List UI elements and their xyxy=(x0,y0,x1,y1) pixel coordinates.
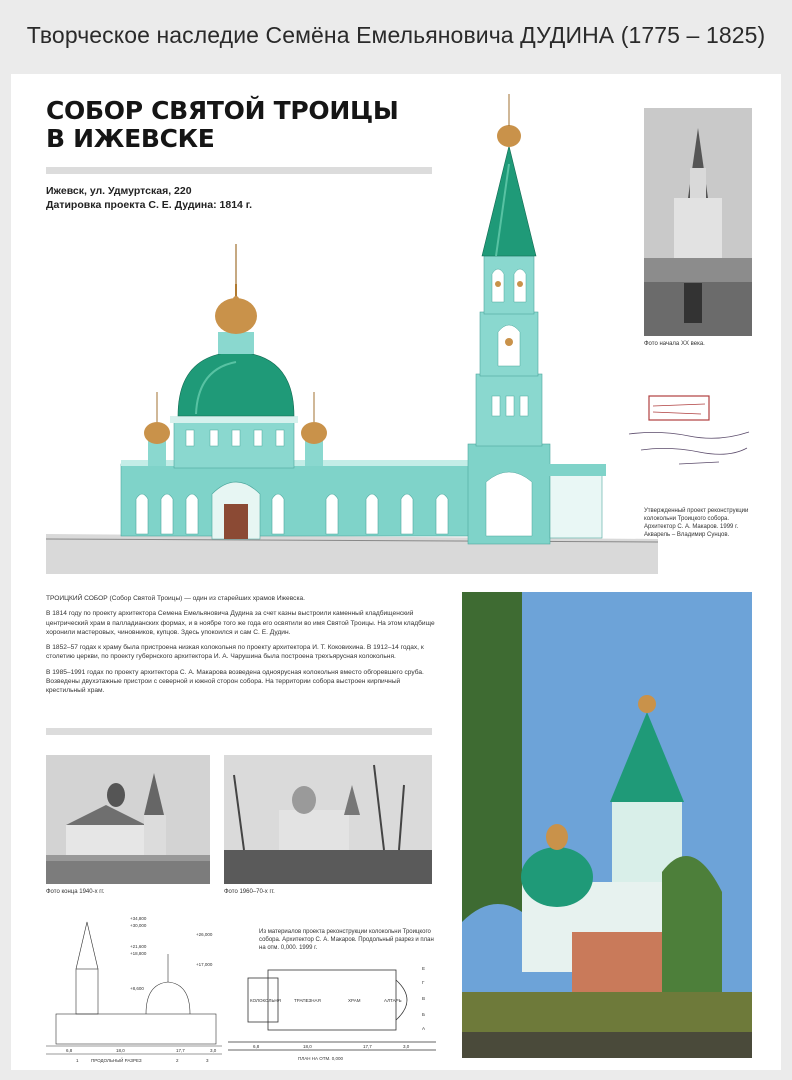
section-elev-3: +26,000 xyxy=(196,932,213,937)
plan-room-refectory: ТРАПЕЗНАЯ xyxy=(294,998,321,1003)
plan-dim-4: 3,0 xyxy=(403,1044,410,1049)
photo-1940s xyxy=(46,755,210,884)
section-dim-2: 18,0 xyxy=(116,1048,125,1053)
plan-label: ПЛАН НА ОТМ. 0,000 xyxy=(298,1056,343,1061)
desc-paragraph: ТРОИЦКИЙ СОБОР (Собор Святой Троицы) — один из старейших храмов Ижевска. xyxy=(46,595,305,602)
description-text xyxy=(46,594,436,702)
photo-1960s xyxy=(224,755,432,884)
cathedral-elevation-drawing xyxy=(46,84,658,574)
plan-axis-g: Г xyxy=(422,980,425,985)
plan-axis-v: В xyxy=(422,996,426,1001)
poster-title-line2: В ИЖЕВСКЕ xyxy=(46,124,215,153)
floor-plan-drawing xyxy=(228,930,436,1064)
plan-room-altar: АЛТАРЬ xyxy=(384,998,402,1003)
plan-axis-e: Е xyxy=(422,966,426,971)
plan-room-temple: ХРАМ xyxy=(348,998,361,1003)
materials-caption: Из материалов проекта реконструкции колокольни Троицкого собора. Архитектор С. А. Макаров. Продольный разрез и план на отм. 0,000. 1999 г. xyxy=(259,929,434,951)
plan-dim-1: 6,8 xyxy=(253,1044,260,1049)
section-elev-7: +8,600 xyxy=(130,986,144,991)
color-photo-cathedral xyxy=(462,592,752,1058)
approval-stamp xyxy=(619,392,759,472)
photo-1960s-caption: Фото 1960–70-х гг. xyxy=(224,889,275,895)
page-title: Творческое наследие Семёна Емельяновича ДУДИНА (1775 – 1825) xyxy=(26,22,766,48)
section-axis-1: 1 xyxy=(76,1058,79,1063)
plan-axis-b: Б xyxy=(422,1012,425,1017)
plan-axis-a: А xyxy=(422,1026,426,1031)
section-elev-6: +17,000 xyxy=(196,962,213,967)
section-elev-5: +18,800 xyxy=(130,951,147,956)
section-elev-2: +30,000 xyxy=(130,923,147,928)
divider xyxy=(46,728,432,735)
longitudinal-section-drawing xyxy=(46,914,222,1064)
approved-project-caption: Утвержденный проект реконструкции колокольни Троицкого собора. Архитектор С. А. Макаров. 1999 г. Акварель – Владимир Сунцов. xyxy=(644,508,749,538)
header-bar xyxy=(0,0,792,74)
section-label: ПРОДОЛЬНЫЙ РАЗРЕЗ xyxy=(91,1058,142,1063)
section-dim-4: 3,0 xyxy=(210,1048,217,1053)
desc-paragraph: В 1852–57 годах к храму была пристроена низкая колокольня по проекту архитектора И. Т. Коковихина. В 1912–14 годах, к столетию церкви, по проекту губернского архитектора И. А. Чарушина была построена трехъярусная колокольня. xyxy=(46,644,424,661)
desc-paragraph: В 1985–1991 годах по проекту архитектора С. А. Макарова возведена одноярусная колокольня вместо обгоревшего сруба. Возведены двухэтажные пристрои с северной и южной сторон собора. На территории собора выстроен кирпичный крестильный храм. xyxy=(46,668,424,695)
plan-dim-3: 17,7 xyxy=(363,1044,372,1049)
section-dim-1: 6,8 xyxy=(66,1048,73,1053)
old-photo xyxy=(644,108,752,336)
plan-room-bell-tower: КОЛОКОЛЬНЯ xyxy=(250,998,281,1003)
photo-1940s-caption: Фото конца 1940-х гг. xyxy=(46,889,105,895)
section-elev-4: +21,600 xyxy=(130,944,147,949)
desc-paragraph: В 1814 году по проекту архитектора Семена Емельяновича Дудина за счет казны выстроили каменный кладбищенский центрический храм в палладианских формах, и в ноябре того же года его освятили во имя Святой Троицы. На этом кладбище хоронили мастеровых, чиновников, купцов. Здесь упокоился и сам С. Е. Дудин. xyxy=(46,610,435,636)
address-line: Ижевск, ул. Удмуртская, 220 xyxy=(46,185,192,197)
plan-dim-2: 18,0 xyxy=(303,1044,312,1049)
poster-panel xyxy=(11,74,781,1070)
section-axis-3: 3 xyxy=(206,1058,209,1063)
section-axis-2: 2 xyxy=(176,1058,179,1063)
section-elev-1: +34,800 xyxy=(130,916,147,921)
project-date-line: Датировка проекта С. Е. Дудина: 1814 г. xyxy=(46,199,253,211)
old-photo-caption: Фото начала XX века. xyxy=(644,341,705,347)
poster-title-line1: СОБОР СВЯТОЙ ТРОИЦЫ xyxy=(46,96,399,125)
section-dim-3: 17,7 xyxy=(176,1048,185,1053)
